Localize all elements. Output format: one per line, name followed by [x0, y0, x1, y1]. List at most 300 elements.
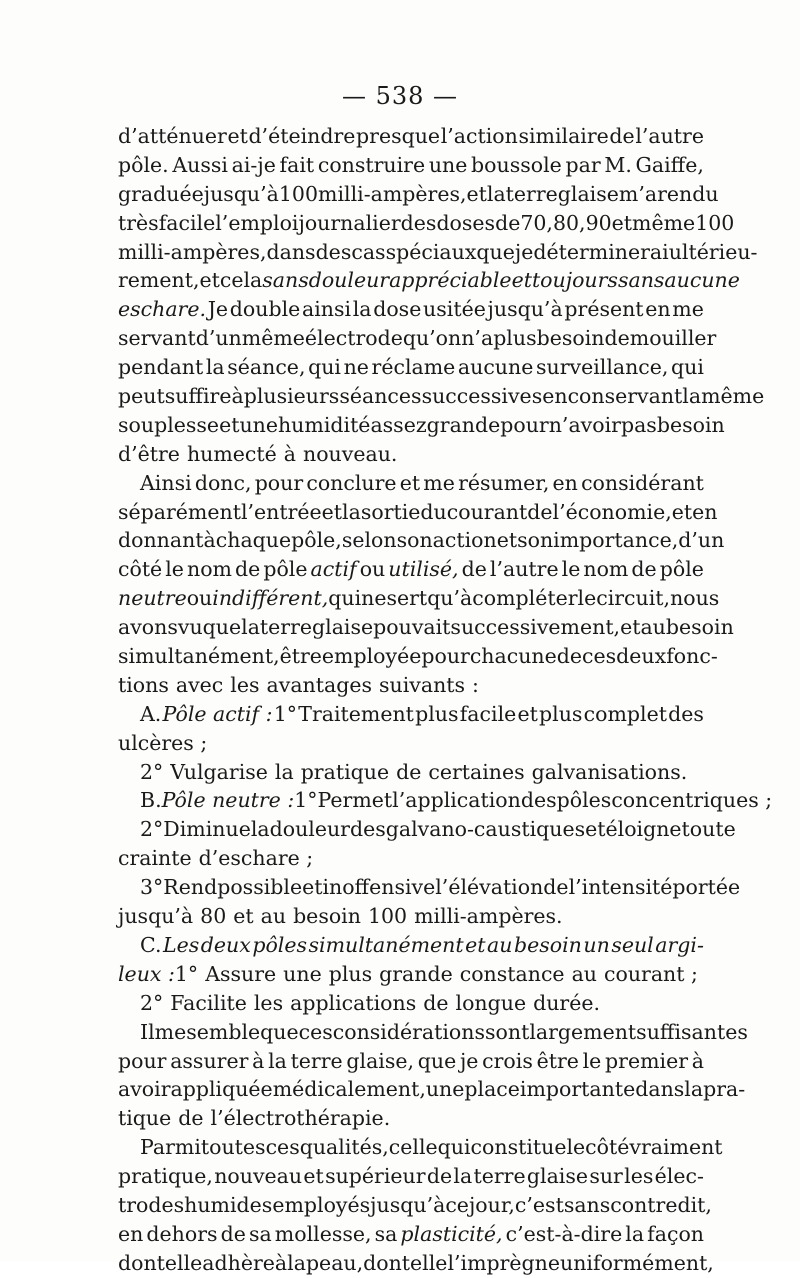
text-line — [118, 1075, 746, 1104]
word: médicalement, — [272, 1077, 426, 1102]
text-line — [118, 1047, 704, 1076]
text-line — [118, 902, 704, 931]
word: pouvait — [373, 615, 451, 640]
word: neutre — [118, 586, 187, 611]
word: très — [118, 210, 159, 235]
word: à — [231, 384, 244, 409]
word: glaise — [557, 181, 619, 206]
word: le — [165, 557, 184, 582]
word: côté — [118, 557, 163, 582]
word: aucune — [664, 268, 740, 293]
word: 100 — [278, 181, 319, 206]
word: sans — [563, 1192, 611, 1217]
word: sa — [374, 1221, 398, 1246]
word: elle — [164, 1250, 203, 1275]
word: sortie — [360, 499, 421, 524]
text-line — [118, 324, 717, 353]
word: inoffensive — [322, 875, 436, 900]
word: que — [260, 1019, 299, 1044]
word: ce — [445, 1192, 469, 1217]
word: Ainsi — [140, 470, 192, 495]
word: à — [274, 1250, 288, 1275]
word: qui — [328, 586, 362, 611]
word: l’autre — [635, 124, 704, 148]
word: milli-ampères, — [118, 239, 267, 264]
word: terre — [473, 1164, 526, 1189]
word: assez — [370, 412, 427, 437]
word: durée. — [533, 990, 600, 1015]
word: 90 — [585, 210, 612, 235]
word: pas — [620, 412, 657, 437]
word: de — [423, 990, 449, 1015]
word: nous — [670, 586, 720, 611]
word: conservant — [567, 384, 683, 409]
word: terre — [259, 615, 313, 640]
word: Facilite — [170, 990, 247, 1015]
word: que — [202, 615, 242, 640]
word: la — [453, 1164, 473, 1189]
text-line — [118, 498, 718, 527]
word: appréciable — [389, 268, 512, 293]
word: 3° — [140, 875, 164, 900]
text-line — [118, 266, 740, 295]
word: pôle — [263, 557, 308, 582]
word: toutes — [200, 1135, 266, 1160]
word: chaque — [215, 528, 292, 553]
word: en — [542, 384, 568, 409]
text-line — [118, 1249, 714, 1278]
word: l’imprègne — [447, 1250, 561, 1275]
text-line — [118, 1133, 723, 1162]
word: du — [420, 499, 447, 524]
text-line — [118, 700, 704, 729]
word: qui — [308, 355, 341, 380]
word: suffisantes — [636, 1019, 748, 1044]
word: 1° — [174, 961, 199, 986]
word: le — [566, 1135, 586, 1160]
word: l’application — [392, 788, 521, 813]
word: la — [342, 499, 361, 524]
word: de — [543, 875, 569, 900]
word: qu’à — [427, 586, 473, 611]
word: 2° — [140, 990, 164, 1015]
word: 1° — [294, 788, 318, 813]
word: donnant — [118, 528, 204, 553]
word: la — [205, 355, 225, 380]
text-line — [118, 469, 704, 498]
word: ainsi — [301, 297, 352, 322]
word: semble — [186, 1019, 261, 1044]
word: même — [701, 384, 765, 409]
text-line — [118, 1191, 712, 1220]
word: 100 — [367, 904, 408, 929]
word: de — [426, 1164, 453, 1189]
word: spéciaux — [385, 239, 477, 264]
word: conclure — [306, 470, 397, 495]
word: concentriques ; — [611, 788, 773, 813]
word: suivants — [378, 672, 466, 697]
word: le — [577, 586, 597, 611]
word: assurer — [170, 1048, 249, 1073]
word: les — [253, 990, 284, 1015]
word: galvano-caustiques — [385, 817, 586, 842]
word: de — [556, 644, 583, 669]
word: elle — [410, 1250, 448, 1275]
word: dans — [266, 239, 316, 264]
word: avons — [118, 615, 178, 640]
word: présent — [564, 297, 644, 322]
word: que — [417, 1048, 457, 1073]
word: ou — [186, 586, 213, 611]
word: son — [396, 528, 433, 553]
text-line — [118, 613, 734, 642]
word: rendu — [657, 181, 719, 206]
word: séance, — [227, 355, 306, 380]
word: que — [476, 239, 515, 264]
word: jour, — [468, 1192, 515, 1217]
word: c’est-à-dire — [505, 1221, 623, 1246]
word: au — [487, 932, 513, 957]
word: longue — [455, 990, 527, 1015]
word: et — [199, 268, 220, 293]
word: des — [520, 788, 557, 813]
word: la — [625, 1221, 645, 1246]
word: réclame — [371, 355, 456, 380]
text-line — [118, 151, 704, 180]
word: compléter — [472, 586, 578, 611]
word: pratique — [300, 759, 390, 784]
word: plus — [415, 701, 459, 726]
word: 2° — [140, 759, 164, 784]
text-line — [118, 815, 736, 844]
text-line — [118, 844, 704, 873]
word: élec- — [654, 1164, 704, 1189]
word: complet — [583, 701, 667, 726]
word: les — [230, 672, 260, 697]
text-line — [118, 122, 704, 151]
word: l’action — [440, 124, 518, 148]
text-line — [118, 411, 725, 440]
word: besoin — [536, 326, 605, 351]
word: et — [465, 932, 486, 957]
word: Parmi — [140, 1135, 201, 1160]
word: un — [583, 932, 610, 957]
word: vraiment — [629, 1135, 723, 1160]
word: employés — [272, 1192, 371, 1217]
word: besoin — [665, 615, 734, 640]
word: milli-ampères, — [318, 181, 467, 206]
word: plusieurs — [243, 384, 340, 409]
word: souplesse — [118, 412, 220, 437]
word: pôle — [659, 557, 704, 582]
word: double — [229, 297, 301, 322]
word: celle — [388, 1135, 438, 1160]
word: M. — [604, 152, 632, 177]
word: Permet — [317, 788, 393, 813]
word: et — [611, 210, 633, 235]
word: actif — [310, 557, 357, 582]
word: me — [154, 1019, 187, 1044]
word: l’autre — [489, 557, 559, 582]
word: l’électrothérapie. — [210, 1106, 391, 1131]
word: leux : — [118, 961, 175, 986]
word: et — [585, 817, 606, 842]
word: seul — [611, 932, 654, 957]
word: glaise, — [346, 1048, 415, 1073]
word: portée — [672, 875, 741, 900]
word: adhère — [202, 1250, 275, 1275]
word: chacune — [469, 644, 557, 669]
word: nom — [187, 557, 232, 582]
text-line — [118, 873, 741, 902]
word: Traitement — [298, 701, 414, 726]
word: crainte — [118, 846, 192, 871]
word: eschare. — [118, 297, 207, 322]
word: jusqu’à — [203, 181, 279, 206]
word: de — [604, 326, 630, 351]
word: la — [241, 615, 260, 640]
word: ces — [582, 644, 617, 669]
word: terre — [290, 1048, 343, 1073]
word: à — [691, 1048, 704, 1073]
page-number: — 538 — — [341, 82, 459, 110]
word: l’intensité — [568, 875, 673, 900]
word: au — [260, 904, 287, 929]
word: constance — [459, 961, 565, 986]
word: Il — [140, 1019, 155, 1044]
word: l’emploi — [215, 210, 299, 235]
word: et — [620, 615, 641, 640]
word: trodes — [118, 1192, 185, 1217]
word: sans — [262, 268, 309, 293]
word: au — [640, 615, 666, 640]
word: grande — [379, 961, 453, 986]
text-line — [118, 382, 765, 411]
word: grande — [426, 412, 501, 437]
word: Pôle neutre : — [161, 788, 295, 813]
word: être — [536, 1048, 579, 1073]
word: 70, — [520, 210, 553, 235]
word: appliquée — [170, 1077, 273, 1102]
word: glaise — [312, 615, 374, 640]
word: simultanément — [308, 932, 464, 957]
word: Pôle actif : — [162, 701, 273, 726]
word: applications — [290, 990, 417, 1015]
word: même — [632, 210, 696, 235]
word: d’éteindre — [248, 124, 356, 148]
word: en — [692, 499, 718, 524]
word: côté — [585, 1135, 630, 1160]
word: n’a — [461, 326, 494, 351]
word: servant — [118, 326, 196, 351]
word: des — [400, 210, 437, 235]
word: et — [399, 470, 421, 495]
word: action — [432, 528, 497, 553]
word: plasticité, — [400, 1221, 503, 1246]
word: journalier — [298, 210, 401, 235]
word: la — [287, 1250, 306, 1275]
word: des — [315, 239, 352, 264]
word: pour — [118, 1048, 167, 1073]
word: la — [486, 181, 506, 206]
word: cas — [351, 239, 386, 264]
word: simultanément, — [118, 644, 280, 669]
word: ne — [361, 586, 387, 611]
word: A. — [140, 701, 162, 726]
word: Vulgarise — [170, 759, 268, 784]
word: sur — [589, 1164, 623, 1189]
word: ultérieu- — [668, 239, 758, 264]
word: sert — [386, 586, 428, 611]
word: facile — [459, 701, 517, 726]
word: qui — [671, 355, 704, 380]
word: pour — [500, 412, 549, 437]
word: surveillance, — [535, 355, 669, 380]
word: pôle. — [118, 152, 169, 177]
word: jusqu’à — [487, 297, 563, 322]
word: ces — [298, 1019, 333, 1044]
text-line — [118, 584, 720, 613]
word: douleur — [269, 817, 350, 842]
word: de — [527, 499, 553, 524]
word: qu’on — [402, 326, 462, 351]
word: plus — [493, 326, 537, 351]
word: avantages — [266, 672, 372, 697]
word: l’élévation — [435, 875, 544, 900]
word: aucune — [457, 355, 534, 380]
word: suffire — [164, 384, 232, 409]
word: doses — [436, 210, 496, 235]
word: le — [561, 557, 581, 582]
text-line — [118, 440, 704, 469]
word: sa — [248, 1221, 272, 1246]
word: presque — [356, 124, 441, 148]
word: crois — [482, 1048, 533, 1073]
word: galvanisations. — [531, 759, 688, 784]
word: fait — [279, 152, 315, 177]
text-line — [118, 786, 773, 815]
word: d’un — [678, 528, 725, 553]
word: donc, — [194, 470, 252, 495]
text-line — [118, 353, 704, 382]
word: tions — [118, 672, 169, 697]
word: je — [459, 1048, 479, 1073]
word: Diminue — [163, 817, 251, 842]
word: humides — [184, 1192, 273, 1217]
word: vu — [177, 615, 203, 640]
text-line — [118, 758, 704, 787]
word: et — [321, 499, 343, 524]
word: jusqu’à — [118, 904, 194, 929]
word: Gaiffe, — [635, 152, 704, 177]
word: ces — [265, 1135, 300, 1160]
word: dose — [373, 297, 422, 322]
word: séparément — [118, 499, 241, 524]
word: d’être — [118, 441, 180, 466]
word: cela — [219, 268, 263, 293]
word: 2° — [140, 817, 164, 842]
text-line — [118, 671, 704, 700]
word: douleur — [308, 268, 390, 293]
word: 1° — [273, 701, 298, 726]
text-line — [118, 526, 725, 555]
word: et — [233, 904, 254, 929]
word: de — [631, 557, 657, 582]
word: certaines — [428, 759, 525, 784]
word: des — [668, 701, 704, 726]
word: séances — [339, 384, 422, 409]
word: pratique, — [118, 1164, 213, 1189]
word: je — [514, 239, 534, 264]
word: d’atténuer — [118, 124, 227, 148]
word: façon — [647, 1221, 704, 1246]
word: dont — [363, 1250, 411, 1275]
word: électrode — [304, 326, 403, 351]
word: 100 — [695, 210, 735, 235]
word: C. — [140, 932, 162, 957]
word: pour — [254, 470, 304, 495]
text-line — [118, 295, 704, 324]
text-line — [118, 642, 718, 671]
word: humecté — [186, 441, 277, 466]
word: qualités, — [299, 1135, 389, 1160]
word: circuit, — [596, 586, 671, 611]
word: contredit, — [610, 1192, 712, 1217]
text-line — [118, 1018, 748, 1047]
word: de — [461, 557, 487, 582]
text-line — [118, 1162, 704, 1191]
word: ne — [343, 355, 369, 380]
word: de — [495, 210, 521, 235]
word: ou — [359, 557, 386, 582]
word: une — [425, 1077, 465, 1102]
word: facile — [158, 210, 216, 235]
word: Les — [163, 932, 200, 957]
word: Assure — [205, 961, 277, 986]
word: une — [239, 412, 278, 437]
word: ai-je — [231, 152, 276, 177]
word: mouiller — [629, 326, 717, 351]
word: et — [302, 875, 323, 900]
word: courant ; — [604, 961, 698, 986]
word: glaise — [526, 1164, 589, 1189]
word: même — [241, 326, 305, 351]
word: nouveau — [214, 1164, 303, 1189]
word: premier — [605, 1048, 689, 1073]
text-line — [118, 180, 719, 209]
word: et — [227, 124, 248, 148]
word: usitée — [423, 297, 486, 322]
word: peut — [118, 384, 165, 409]
word: la — [682, 384, 702, 409]
body-text — [118, 122, 773, 1278]
word: utilisé, — [388, 557, 459, 582]
word: besoin — [656, 412, 725, 437]
text-line — [118, 1220, 704, 1249]
word: l’économie, — [552, 499, 672, 524]
word: nouveau. — [303, 441, 398, 466]
word: selon — [341, 528, 397, 553]
word: les — [624, 1164, 654, 1189]
word: le — [582, 1048, 602, 1073]
text-line — [118, 931, 704, 960]
word: à — [283, 441, 297, 466]
text-line — [118, 989, 704, 1018]
word: largement — [529, 1019, 637, 1044]
word: son — [517, 528, 554, 553]
word: et — [303, 1164, 324, 1189]
word: place — [464, 1077, 520, 1102]
